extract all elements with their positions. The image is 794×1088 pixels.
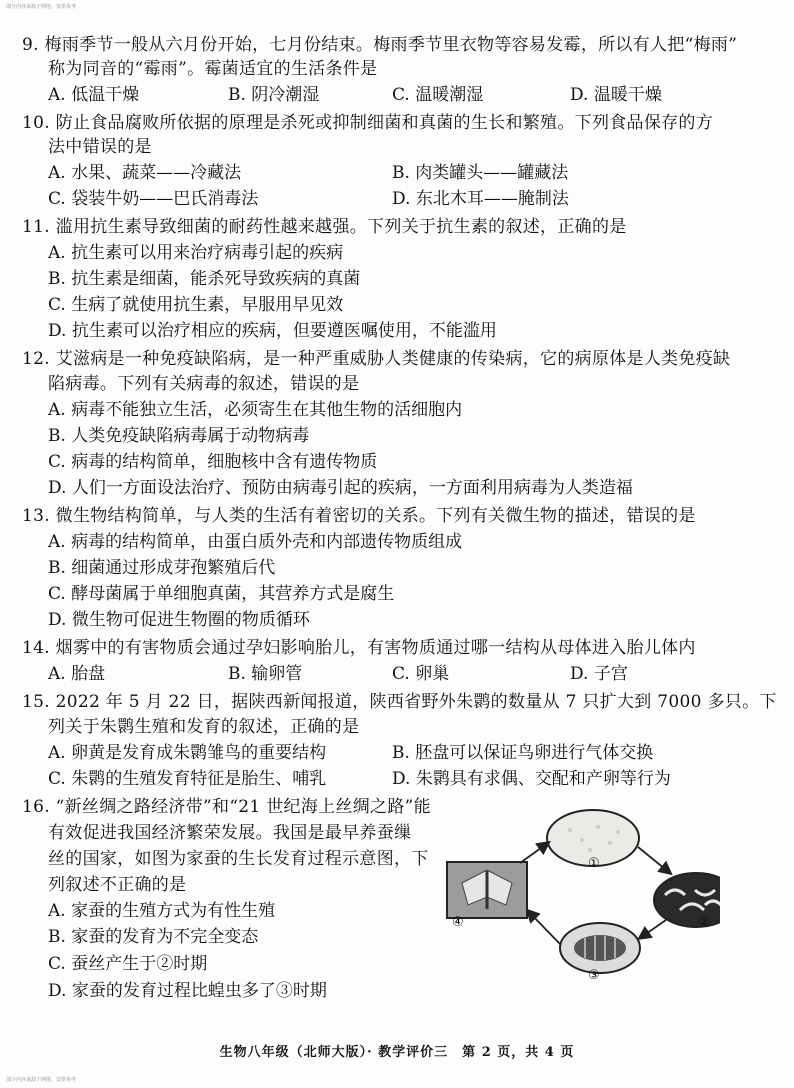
question-15-option-a: A. 卵黄是发育成朱鹮雏鸟的重要结构 <box>48 743 327 763</box>
question-16-option-c: C. 蚕丝产生于②时期 <box>48 954 208 974</box>
page-footer: 生物八年级（北师大版）· 教学评价三 第 2 页，共 4 页 <box>219 1045 575 1060</box>
question-16-stem: 丝的国家，如图为家蚕的生长发育过程示意图，下 <box>48 849 429 869</box>
question-10-stem: 法中错误的是 <box>48 137 152 157</box>
silkworm-lifecycle-figure <box>440 805 720 985</box>
arrow-1-to-2 <box>638 847 670 873</box>
question-16-stem: 列叙述不正确的是 <box>48 875 187 895</box>
question-15-option-b: B. 胚盘可以保证鸟卵进行气体交换 <box>392 743 654 763</box>
figure-label-3: ③ <box>588 968 600 983</box>
question-12-option-c: C. 病毒的结构简单，细胞核中含有遗传物质 <box>48 452 378 472</box>
question-11-option-c: C. 生病了就使用抗生素，早服用早见效 <box>48 295 344 315</box>
figure-label-4: ④ <box>452 915 464 930</box>
question-10-option-a: A. 水果、蔬菜——冷藏法 <box>48 163 242 183</box>
question-15-option-d: D. 朱鹮具有求偶、交配和产卵等行为 <box>392 769 671 789</box>
question-14-option-b: B. 输卵管 <box>228 664 303 684</box>
question-9-option-b: B. 阴冷潮湿 <box>228 85 320 105</box>
question-10-stem: 10. 防止食品腐败所依据的原理是杀死或抑制细菌和真菌的生长和繁殖。下列食品保存的方 <box>22 113 714 133</box>
question-16-stem: 16. “新丝绸之路经济带”和“21 世纪海上丝绸之路”能 <box>22 797 431 817</box>
footer-note: 部分内容来源于网络，仅供参考 <box>6 1077 77 1083</box>
question-15-stem: 15. 2022 年 5 月 22 日，据陕西新闻报道，陕西省野外朱鹮的数量从 7 只扩大到 7000 多只。下 <box>22 692 777 712</box>
question-12-stem: 陷病毒。下列有关病毒的叙述，错误的是 <box>48 374 360 394</box>
question-13-option-d: D. 微生物可促进生物圈的物质循环 <box>48 610 310 630</box>
question-9-stem: 9. 梅雨季节一般从六月份开始，七月份结束。梅雨季节里衣物等容易发霉，所以有人把“梅雨” <box>22 35 738 55</box>
question-9-option-a: A. 低温干燥 <box>48 85 140 105</box>
question-9-stem: 称为同音的“霉雨”。霉菌适宜的生活条件是 <box>48 59 378 79</box>
question-9-option-d: D. 温暖干燥 <box>570 85 662 105</box>
arrow-2-to-3 <box>640 920 666 938</box>
question-14-option-d: D. 子宫 <box>570 664 628 684</box>
arrow-4-to-1 <box>520 843 548 863</box>
question-10-option-d: D. 东北木耳——腌制法 <box>392 189 569 209</box>
question-16-option-d: D. 家蚕的发育过程比蝗虫多了③时期 <box>48 981 327 1001</box>
question-14-stem: 14. 烟雾中的有害物质会通过孕妇影响胎儿，有害物质通过哪一结构从母体进入胎儿体内 <box>22 638 696 658</box>
question-16-stem: 有效促进我国经济繁荣发展。我国是最早养蚕缫 <box>48 823 412 843</box>
question-11-option-d: D. 抗生素可以治疗相应的疾病，但要遵医嘱使用，不能滥用 <box>48 321 497 341</box>
question-13-option-a: A. 病毒的结构简单，由蛋白质外壳和内部遗传物质组成 <box>48 532 463 552</box>
question-9-option-c: C. 温暖潮湿 <box>392 85 484 105</box>
question-10-option-c: C. 袋装牛奶——巴氏消毒法 <box>48 189 259 209</box>
question-12-option-b: B. 人类免疫缺陷病毒属于动物病毒 <box>48 426 310 446</box>
question-14-option-a: A. 胎盘 <box>48 664 106 684</box>
question-14-option-c: C. 卵巢 <box>392 664 450 684</box>
question-15-stem: 列关于朱鹮生殖和发育的叙述，正确的是 <box>48 717 360 737</box>
question-13-option-c: C. 酵母菌属于单细胞真菌，其营养方式是腐生 <box>48 584 395 604</box>
header-note: 部分内容来源于网络，仅供参考 <box>6 4 77 10</box>
question-16-option-b: B. 家蚕的发育为不完全变态 <box>48 927 259 947</box>
question-16-option-a: A. 家蚕的生殖方式为有性生殖 <box>48 901 276 921</box>
question-12-option-a: A. 病毒不能独立生活，必须寄生在其他生物的活细胞内 <box>48 400 463 420</box>
figure-label-1: ① <box>588 856 600 871</box>
question-11-option-a: A. 抗生素可以用来治疗病毒引起的疾病 <box>48 243 344 263</box>
question-15-option-c: C. 朱鹮的生殖发育特征是胎生、哺乳 <box>48 769 327 789</box>
question-13-stem: 13. 微生物结构简单，与人类的生活有着密切的关系。下列有关微生物的描述，错误的是 <box>22 506 696 526</box>
question-13-option-b: B. 细菌通过形成芽孢繁殖后代 <box>48 558 276 578</box>
question-11-stem: 11. 滥用抗生素导致细菌的耐药性越来越强。下列关于抗生素的叙述，正确的是 <box>22 217 627 237</box>
question-11-option-b: B. 抗生素是细菌，能杀死导致疾病的真菌 <box>48 269 361 289</box>
question-12-stem: 12. 艾滋病是一种免疫缺陷病，是一种严重威胁人类健康的传染病，它的病原体是人类免疫缺 <box>22 349 731 369</box>
figure-label-2: ② <box>698 915 710 930</box>
question-12-option-d: D. 人们一方面设法治疗、预防由病毒引起的疾病，一方面利用病毒为人类造福 <box>48 478 633 498</box>
question-10-option-b: B. 肉类罐头——罐藏法 <box>392 163 569 183</box>
arrow-3-to-4 <box>528 911 561 945</box>
